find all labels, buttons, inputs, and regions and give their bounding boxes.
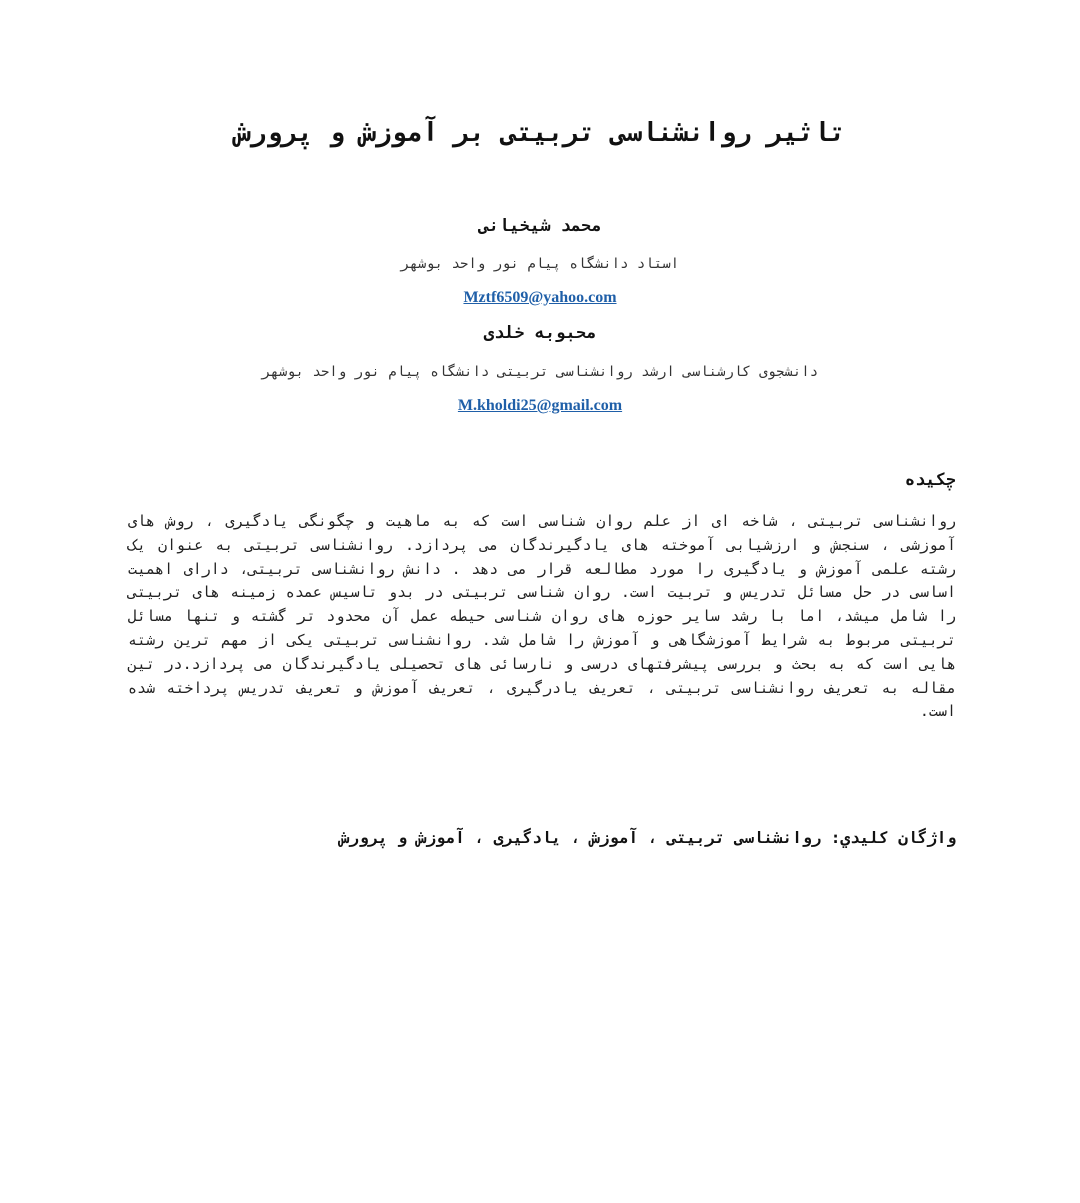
abstract-body: روانشناسی تربیتی ، شاخه ای از علم روان شناسی است که به ماهیت و چگونگی یادگیری ، روش های آموزشی ، سنجش و ارزشیابی آموخته های یادگیرندگان می پردازد. روانشناسی تربیتی به عنوان یک رشته علمی آموزش و یادگیری را مورد مطالعه قرار می دهد . دانش روانشناسی تربیتی، دارای اهمیت اساسی در حل مسائل تدریس و تربیت است. روان شناسی تربیتی در بدو تاسیس عمده زمینه های تربیتی را شامل میشد، اما با رشد سایر حوزه های روان شناسی حیطه عمل آن محدود تر گشته و تنها مسائل تربیتی مربوط به شرایط آموزشگاهی و آموزش را شامل شد. روانشناسی تربیتی یکی از مهم ترین رشته هایی است که به بحث و بررسی پیشرفتهای درسی و نارسائی های تحصیلی یادگیرندگان می پردازد.در تین مقاله به تعریف روانشناسی تربیتی ، تعریف یادرگیری ، تعریف آموزش و تعریف تدریس پرداخته شده است. <box>128 512 956 721</box>
author-name-2: محبوبه خلدی <box>483 323 597 343</box>
paper-title: تاثیر روانشناسی تربیتی بر آموزش و پرورش <box>234 118 846 148</box>
author-email-1-container <box>0 289 1080 307</box>
author-affiliation-1: استاد دانشگاه پیام نور واحد بوشهر <box>400 256 680 272</box>
keywords-line: واژگان كليدي: روانشناسی تربیتی ، آموزش ، یادگیری ، آموزش و پرورش <box>339 828 956 847</box>
author-name-1: محمد شیخیانی <box>478 216 602 236</box>
abstract-heading: چکیده <box>904 470 956 490</box>
author-affiliation-2: دانشجوی کارشناسی ارشد روانشناسی تربیتی دانشگاه پیام نور واحد بوشهر <box>261 364 819 380</box>
author-email-link-2[interactable]: M.kholdi25@gmail.com <box>457 397 623 414</box>
author-email-2-container <box>0 397 1080 415</box>
author-email-link-1[interactable]: Mztf6509@yahoo.com <box>463 289 617 306</box>
